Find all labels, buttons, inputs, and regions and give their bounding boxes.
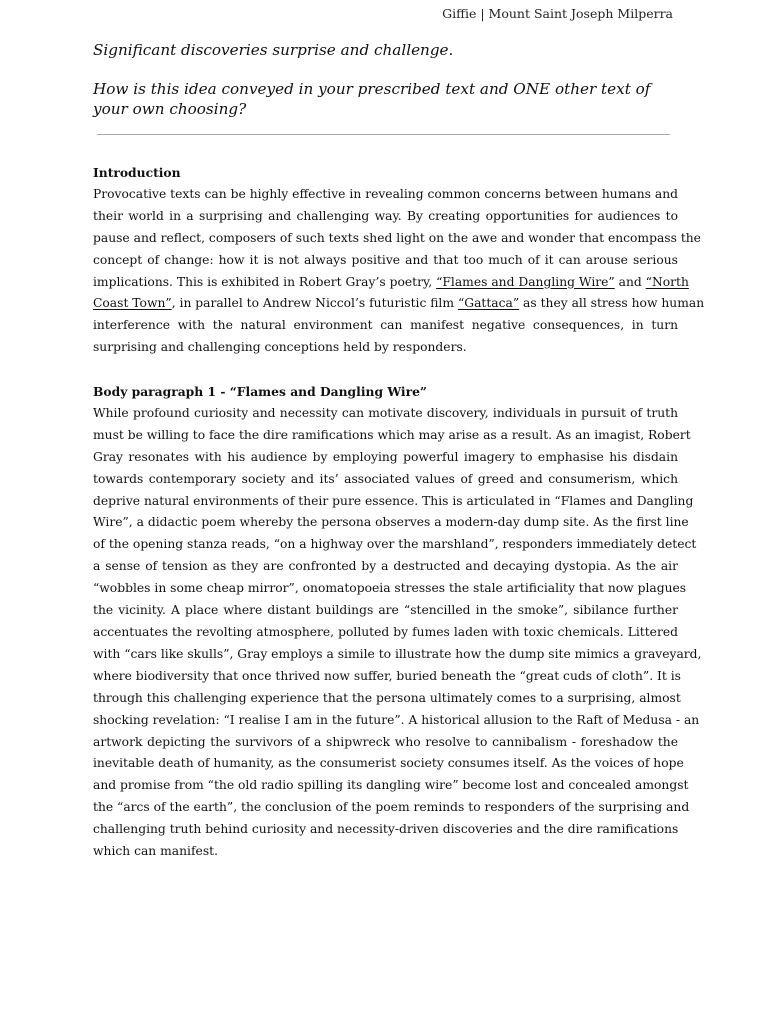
- paragraph-line: with “cars like skulls”, Gray employs a simile to illustrate how the dump site mimics a graveyard,: [93, 646, 702, 661]
- question-statement: Significant discoveries surprise and challenge.: [93, 41, 454, 59]
- introduction-paragraph: [93, 184, 705, 359]
- paragraph-line: pause and reflect, composers of such texts shed light on the awe and wonder that encompass the: [93, 230, 701, 245]
- text-title-north-coast-town-cont: Coast Town”: [93, 296, 172, 311]
- paragraph-line: interference with the natural environment can manifest negative consequences, in turn: [93, 318, 678, 333]
- paragraph-line: [93, 293, 705, 315]
- paragraph-line: must be willing to face the dire ramifications which may arise as a result. As an imagist, Robert: [93, 427, 691, 442]
- text-run: , in parallel to Andrew Niccol’s futuristic film: [171, 296, 458, 311]
- paragraph-line: accentuates the revolting atmosphere, polluted by fumes laden with toxic chemicals. Littered: [93, 625, 678, 640]
- paragraph-line: a sense of tension as they are confronted by a destructed and decaying dystopia. As the air: [93, 559, 678, 574]
- paragraph-line: and promise from “the old radio spilling its dangling wire” become lost and concealed amongst: [93, 778, 689, 793]
- paragraph-line: the “arcs of the earth”, the conclusion of the poem reminds to responders of the surprising and: [93, 800, 690, 815]
- body-paragraph-1-heading: Body paragraph 1 - “Flames and Dangling Wire”: [93, 384, 427, 400]
- paragraph-spacer: [93, 359, 678, 381]
- text-run: and: [614, 274, 646, 289]
- question-prompt: How is this idea conveyed in your prescribed text and ONE other text of your own choosing?: [93, 80, 651, 118]
- paragraph-line: While profound curiosity and necessity can motivate discovery, individuals in pursuit of truth: [93, 405, 678, 420]
- paragraph-line: where biodiversity that once thrived now suffer, buried beneath the “great cuds of cloth”. It is: [93, 668, 681, 683]
- text-run: implications. This is exhibited in Robert Gray’s poetry,: [93, 274, 437, 289]
- paragraph-line: towards contemporary society and its’ associated values of greed and consumerism, which: [93, 471, 678, 486]
- essay-body: [93, 162, 705, 863]
- introduction-heading: Introduction: [93, 165, 181, 180]
- text-title-north-coast-town: “North: [645, 274, 689, 289]
- page-header: Giffie | Mount Saint Joseph Milperra: [442, 6, 673, 21]
- paragraph-line: artwork depicting the survivors of a shipwreck who resolve to cannibalism - foreshadow the: [93, 734, 678, 749]
- paragraph-line: concept of change: how it is not always positive and that too much of it can arouse serious: [93, 252, 678, 267]
- paragraph-line: challenging truth behind curiosity and necessity-driven discoveries and the dire ramifications: [93, 822, 679, 837]
- paragraph-line: shocking revelation: “I realise I am in the future”. A historical allusion to the Raft of Medusa - an: [93, 712, 700, 727]
- paragraph-line: Wire”, a didactic poem whereby the persona observes a modern-day dump site. As the first line: [93, 515, 689, 530]
- paragraph-line: the vicinity. A place where distant buildings are “stencilled in the smoke”, sibilance further: [93, 603, 678, 618]
- paragraph-line: [93, 272, 689, 294]
- paragraph-line: their world in a surprising and challenging way. By creating opportunities for audiences to: [93, 208, 678, 223]
- text-run: as they all stress how human: [519, 296, 705, 311]
- paragraph-line: through this challenging experience that the persona ultimately comes to a surprising, almost: [93, 690, 681, 705]
- paragraph-line: deprive natural environments of their pure essence. This is articulated in “Flames and Dangling: [93, 493, 694, 508]
- paragraph-line: of the opening stanza reads, “on a highway over the marshland”, responders immediately detect: [93, 537, 697, 552]
- paragraph-line: Provocative texts can be highly effective in revealing common concerns between humans and: [93, 186, 678, 201]
- paragraph-line: Gray resonates with his audience by employing powerful imagery to emphasise his disdain: [93, 449, 678, 464]
- text-title-gattaca: “Gattaca”: [457, 296, 520, 311]
- text-title-flames: “Flames and Dangling Wire”: [436, 274, 615, 289]
- paragraph-line: which can manifest.: [93, 844, 218, 859]
- essay-question: [93, 40, 673, 119]
- paragraph-line: inevitable death of humanity, as the consumerist society consumes itself. As the voices of hope: [93, 756, 684, 771]
- horizontal-divider: [97, 134, 670, 135]
- paragraph-line: “wobbles in some cheap mirror”, onomatopoeia stresses the stale artificiality that now plagues: [93, 581, 687, 596]
- paragraph-line: surprising and challenging conceptions held by responders.: [93, 340, 467, 355]
- body-paragraph-1: [93, 403, 702, 863]
